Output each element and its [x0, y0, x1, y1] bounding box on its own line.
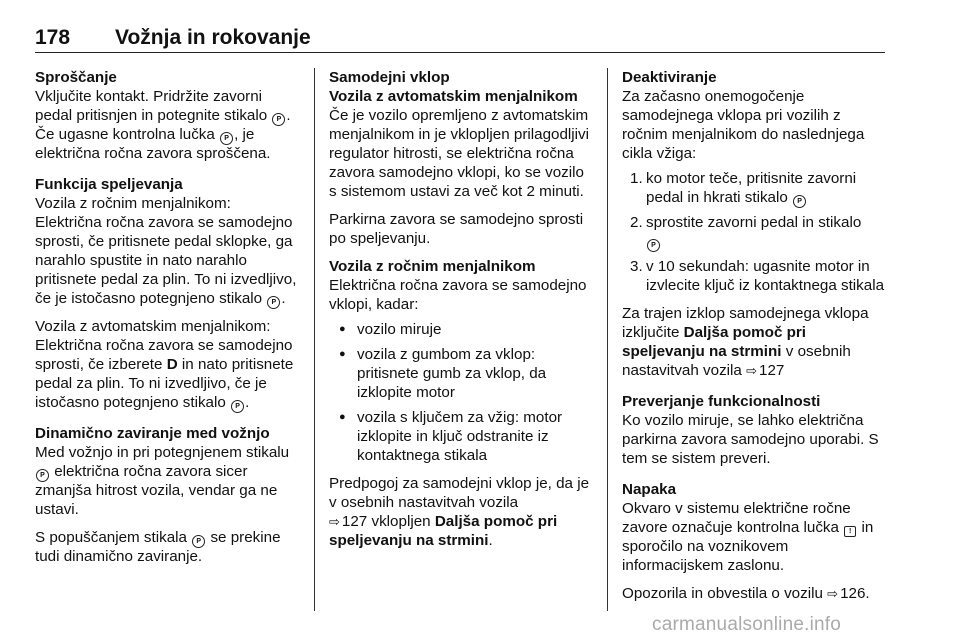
text: Vključite kontakt. Pridržite zavorni pedal pritisnjen in potegnite stikalo: [35, 88, 268, 124]
text: Opozorila in obvestila o vozilu: [622, 585, 823, 602]
paragraph-napaka: [622, 499, 888, 575]
text: . Če ugasne kontrolna lučka: [35, 107, 291, 143]
text: električna ročna zavora sicer zmanjša hitrost vozila, vendar ga ne ustavi.: [35, 463, 278, 518]
numbered-list: [622, 169, 888, 295]
text: Za trajen izklop samodejnega vklopa izključite: [622, 305, 869, 341]
text: Med vožnjo in pri potegnjenem stikalu: [35, 444, 290, 461]
parking-brake-icon: P: [231, 400, 244, 413]
parking-brake-icon: P: [36, 469, 49, 482]
text: .: [281, 290, 286, 307]
warning-lamp-icon: !: [844, 526, 856, 537]
page-reference: 127: [341, 513, 368, 530]
list-item: [622, 213, 888, 251]
parking-brake-icon: P: [647, 239, 660, 252]
paragraph-avtomatski: Če je vozilo opremljeno z avtomatskim menjalnikom in je vklopljen prilagodljivi regulator hitrosti, se električna ročna zavora samodejno vklopi, ko se vozilo s sistemom ustavi za več kot 2 minuti.: [329, 107, 589, 200]
text: vklopljen: [371, 513, 431, 530]
paragraph-rocni: Električna ročna zavora se samodejno vklopi, kadar:: [329, 277, 587, 313]
list-item: [622, 257, 888, 295]
parking-brake-icon: P: [267, 296, 280, 309]
section-heading-dinamicno: Dinamično zaviranje med vožnjo: [35, 425, 270, 442]
paragraph-sproscanje: [35, 87, 301, 163]
subheading-rocni: Vozila z ročnim menjalnikom: [329, 258, 536, 275]
text: in nato pritisnete pedal za plin. To ni izvedljivo, če je istočasno potegnjeno stikalo: [35, 356, 294, 411]
paragraph-preverjanje: Ko vozilo miruje, se lahko električna parkirna zavora samodejno uporabi. S tem se sistem preveri.: [622, 412, 879, 467]
parking-brake-icon: P: [220, 132, 233, 145]
column-3: [622, 68, 888, 603]
step-number: 3.: [630, 258, 643, 275]
paragraph-trajen: [622, 304, 888, 380]
reference-arrow-icon: ⇨: [329, 514, 340, 529]
column-2: [329, 68, 595, 550]
parking-brake-icon: P: [272, 113, 285, 126]
list-item: ● vozila z gumbom za vklop: pritisnete gumb za vklop, da izklopite motor: [329, 345, 595, 402]
paragraph-opozorila: [622, 584, 888, 603]
paragraph-funkcija-b: [35, 317, 301, 412]
reference-arrow-icon: ⇨: [746, 363, 758, 378]
text: Vozila z avtomatskim menjalnikom: Električna ročna zavora se samodejno sprosti, če izberete: [35, 318, 293, 373]
paragraph-dinamicno-b: [35, 528, 301, 566]
paragraph-dinamicno-a: [35, 443, 301, 519]
paragraph-funkcija-a: [35, 194, 301, 308]
text: , je električna ročna zavora sproščena.: [35, 126, 271, 162]
column-divider: [314, 68, 315, 611]
parking-brake-icon: P: [793, 195, 806, 208]
step-text: v 10 sekundah: ugasnite motor in izvlecite ključ iz kontaktnega stikala: [646, 258, 885, 294]
list-item: ● vozila s ključem za vžig: motor izklopite in ključ odstranite iz kontaktnega stikala: [329, 408, 595, 465]
text: .: [488, 532, 493, 549]
section-heading-sproscanje: Sproščanje: [35, 69, 117, 86]
text: .: [245, 394, 250, 411]
column-divider: [607, 68, 608, 611]
section-heading-preverjanje: Preverjanje funkcionalnosti: [622, 393, 821, 410]
setting-name: Daljša pomoč pri speljevanju na strmini: [329, 513, 558, 549]
page-reference: 127: [759, 362, 785, 379]
text: in sporočilo na voznikovem informacijskem zaslonu.: [622, 519, 874, 574]
reference-arrow-icon: ⇨: [827, 586, 839, 601]
section-heading-napaka: Napaka: [622, 481, 677, 498]
column-1: [35, 68, 301, 566]
subheading-avtomatski: Vozila z avtomatskim menjalnikom: [329, 88, 578, 105]
text: S popuščanjem stikala: [35, 529, 187, 546]
paragraph-predpogoj: [329, 474, 595, 550]
page-reference: 126.: [840, 585, 870, 602]
watermark: carmanualsonline.info: [652, 614, 842, 635]
step-text: ko motor teče, pritisnite zavorni pedal in hkrati stikalo: [646, 170, 857, 206]
list-item: [622, 169, 888, 207]
section-heading-samodejni: Samodejni vklop: [329, 69, 450, 86]
text: se prekine tudi dinamično zaviranje.: [35, 529, 281, 565]
gear-d-label: D: [166, 356, 178, 373]
step-text: sprostite zavorni pedal in stikalo: [646, 214, 862, 231]
page-header: [35, 26, 885, 53]
section-heading-deaktiviranje: Deaktiviranje: [622, 69, 717, 86]
list-item: ● vozilo miruje: [329, 320, 595, 339]
paragraph-deaktiviranje: Za začasno onemogočenje samodejnega vklopa pri vozilih z ročnim menjalnikom do naslednjega cikla vžiga:: [622, 88, 865, 162]
setting-name: Daljša pomoč pri speljevanju na strmini: [622, 324, 807, 360]
parking-brake-icon: P: [192, 535, 205, 548]
paragraph-parkirna: Parkirna zavora se samodejno sprosti po speljevanju.: [329, 211, 584, 247]
text: Predpogoj za samodejni vklop je, da je v osebnih nastavitvah vozila: [329, 475, 590, 511]
section-heading-funkcija: Funkcija speljevanja: [35, 176, 183, 193]
step-number: 2.: [630, 214, 643, 231]
page-number: 178: [35, 26, 71, 49]
page-title: Vožnja in rokovanje: [115, 26, 311, 49]
bullet-list: [329, 320, 595, 465]
step-number: 1.: [630, 170, 643, 187]
text: v osebnih nastavitvah vozila: [622, 343, 851, 379]
text: Vozila z ročnim menjalnikom: Električna ročna zavora se samodejno sprosti, če pritisnete pedal sklopke, ga narahlo spustite in nato narahlo pritisnete pedal za plin. To ni izvedljivo, če je istočasno potegnjeno stikalo: [35, 195, 297, 307]
text: Okvaro v sistemu električne ročne zavore označuje kontrolna lučka: [622, 500, 851, 536]
